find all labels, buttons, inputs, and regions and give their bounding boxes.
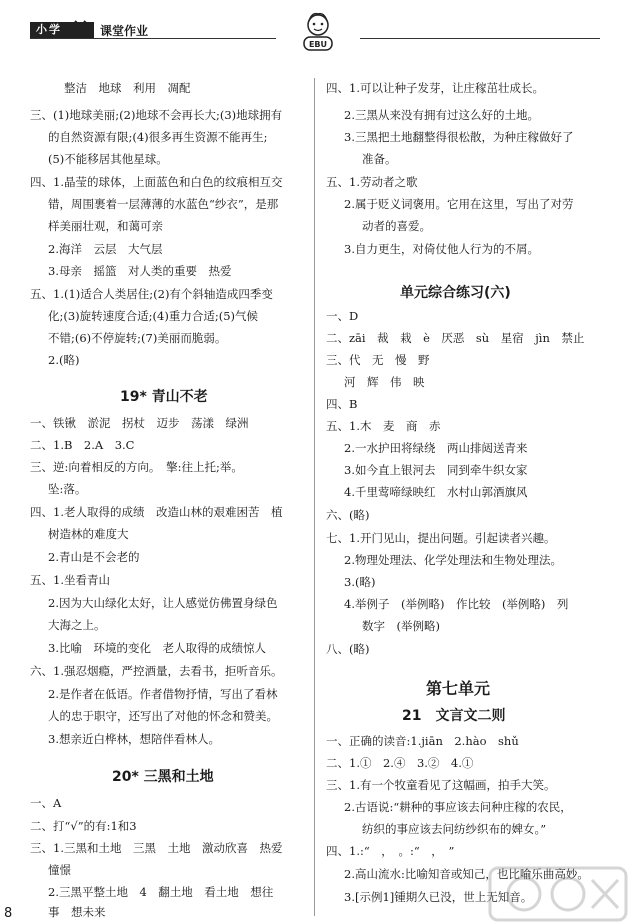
answer-line: (5)不能移居其他星球。 — [48, 152, 168, 166]
answer-line: 数字 (举例略) — [362, 619, 440, 633]
answer-line: 样美丽壮观，和蔼可亲 — [48, 219, 163, 233]
watermark-logo — [488, 864, 628, 923]
header-rule-left — [30, 38, 276, 39]
answer-line: 3.(略) — [344, 575, 376, 589]
mascot-label: EBU — [308, 40, 328, 49]
answer-line: 3.自力更生，对倚仗他人行为的不屑。 — [344, 242, 539, 256]
header-title: 课堂作业 — [100, 24, 149, 38]
answer-line: 人的忠于职守，还写出了对他的怀念和赞美。 — [48, 709, 278, 723]
answer-line: 2.青山是不会老的 — [48, 550, 140, 564]
answer-line: 2.属于贬义词褒用。它用在这里，写出了对劳 — [344, 197, 574, 211]
column-divider — [314, 78, 315, 916]
answer-line: 错，周围裹着一层薄薄的水蓝色“纱衣”，是那 — [48, 197, 279, 211]
answer-line: 三、代 无 慢 野 — [326, 353, 430, 367]
answer-line: 坠:落。 — [48, 482, 87, 496]
answer-line: 3.三黑把土地翻整得很松散，为种庄稼做好了 — [344, 130, 574, 144]
answer-line: 五、1.坐看青山 — [30, 573, 110, 587]
answer-line: 事 想未来 — [48, 905, 106, 919]
grade-badge: 小学 — [30, 22, 94, 38]
answer-line: 一、铁锹 淤泥 拐杖 迈步 荡漾 绿洲 — [30, 416, 249, 430]
answer-line: 动者的喜爱。 — [362, 219, 431, 233]
answer-line: 2.是作者在低语。作者借物抒情，写出了看林 — [48, 687, 278, 701]
page-number: 8 — [4, 906, 13, 921]
answer-line: 树造林的难度大 — [48, 527, 129, 541]
answer-line: 2.三黑平整土地 4 翻土地 看土地 想往 — [48, 885, 274, 899]
answer-line: 五、1.木 麦 商 赤 — [326, 419, 441, 433]
header-rule-right — [360, 38, 600, 39]
answer-line: 三、(1)地球美丽;(2)地球不会再长大;(3)地球拥有 — [30, 108, 283, 122]
answer-line: 八、(略) — [326, 642, 370, 656]
answer-line: 六、(略) — [326, 508, 370, 522]
answer-line: 五、1.劳动者之歌 — [326, 175, 418, 189]
unit-title: 第七单元 — [426, 679, 491, 698]
answer-line: 3.如今直上银河去 同到牵牛织女家 — [344, 463, 528, 477]
answer-line: 憧憬 — [48, 863, 71, 877]
answer-line: 一、正确的读音:1.jiān 2.hào shǔ — [326, 734, 519, 748]
answer-line: 2.一水护田将绿绕 两山排闼送青来 — [344, 441, 528, 455]
lesson-title: 21 文言文二则 — [402, 708, 506, 724]
answer-line: 3.[示例1]锺期久已没，世上无知音。 — [344, 890, 533, 904]
answer-line: 纺织的事应该去问纺纱织布的婢女。” — [362, 822, 547, 836]
section-title: 单元综合练习(六) — [400, 285, 511, 301]
answer-line: 四、B — [326, 397, 358, 411]
answer-line: 三、1.有一个牧童看见了这幅画，拍手大笑。 — [326, 778, 556, 792]
answer-line: 化;(3)旋转速度合适;(4)重力合适;(5)气候 — [48, 309, 258, 323]
answer-line: 二、1.B 2.A 3.C — [30, 438, 135, 452]
mascot-icon — [296, 10, 340, 54]
answer-line: 整洁 地球 利用 凋配 — [64, 81, 191, 95]
answer-line: 2.高山流水:比喻知音或知己，也比喻乐曲高妙。 — [344, 867, 589, 881]
answer-line: 4.千里莺啼绿映红 水村山郭酒旗风 — [344, 485, 528, 499]
answer-line: 3.想亲近白桦林，想陪伴看林人。 — [48, 732, 220, 746]
answer-line: 二、打“√”的有:1和3 — [30, 819, 137, 833]
answer-line: 一、A — [30, 796, 62, 810]
answer-line: 四、1.晶莹的球体，上面蓝色和白色的纹痕相互交 — [30, 175, 283, 189]
answer-line: 一、D — [326, 309, 359, 323]
answer-line: 四、1.可以让种子发芽，让庄稼茁壮成长。 — [326, 81, 544, 95]
answer-line: 2.古语说:“耕种的事应该去问种庄稼的农民， — [344, 800, 572, 814]
answer-line: 四、1.:“ ， 。:“ ， ” — [326, 844, 455, 858]
answer-line: 2.物理处理法、化学处理法和生物处理法。 — [344, 553, 562, 567]
answer-line: 二、zāi 裁 栽 è 厌恶 sù 星宿 jìn 禁止 — [326, 331, 585, 345]
answer-line: 3.比喻 环境的变化 老人取得的成绩惊人 — [48, 641, 266, 655]
answer-line: 五、1.(1)适合人类居住;(2)有个斜轴造成四季变 — [30, 287, 273, 301]
answer-line: 2.因为大山绿化太好，让人感觉仿佛置身绿色 — [48, 596, 278, 610]
answer-line: 2.海洋 云层 大气层 — [48, 242, 163, 256]
answer-line: 4.举例子 (举例略) 作比较 (举例略) 列 — [344, 597, 569, 611]
answer-line: 四、1.老人取得的成绩 改造山林的艰难困苦 植 — [30, 505, 283, 519]
answer-line: 大海之上。 — [48, 618, 106, 632]
answer-line: 七、1.开门见山，提出问题。引起读者兴趣。 — [326, 531, 556, 545]
answer-line: 三、逆:向着相反的方向。 擎:往上托;举。 — [30, 460, 243, 474]
answer-line: 3.母亲 摇篮 对人类的重要 热爱 — [48, 264, 232, 278]
answer-line: 河 辉 伟 映 — [344, 375, 425, 389]
lesson-title: 20* 三黑和土地 — [112, 769, 214, 785]
answer-line: 2.(略) — [48, 353, 80, 367]
answer-line: 不错;(6)不停旋转;(7)美丽而脆弱。 — [48, 331, 227, 345]
answer-line: 二、1.① 2.④ 3.② 4.① — [326, 756, 474, 770]
answer-line: 六、1.强忍烟瘾，严控酒量，去看书，拒听音乐。 — [30, 664, 283, 678]
answer-line: 的自然资源有限;(4)很多再生资源不能再生; — [48, 130, 268, 144]
chevron-right-icon — [72, 18, 98, 40]
answer-line: 三、1.三黑和土地 三黑 土地 激动欣喜 热爱 — [30, 841, 283, 855]
answer-line: 准备。 — [362, 152, 397, 166]
answer-line: 2.三黑从来没有拥有过这么好的土地。 — [344, 108, 539, 122]
lesson-title: 19* 青山不老 — [120, 389, 208, 405]
